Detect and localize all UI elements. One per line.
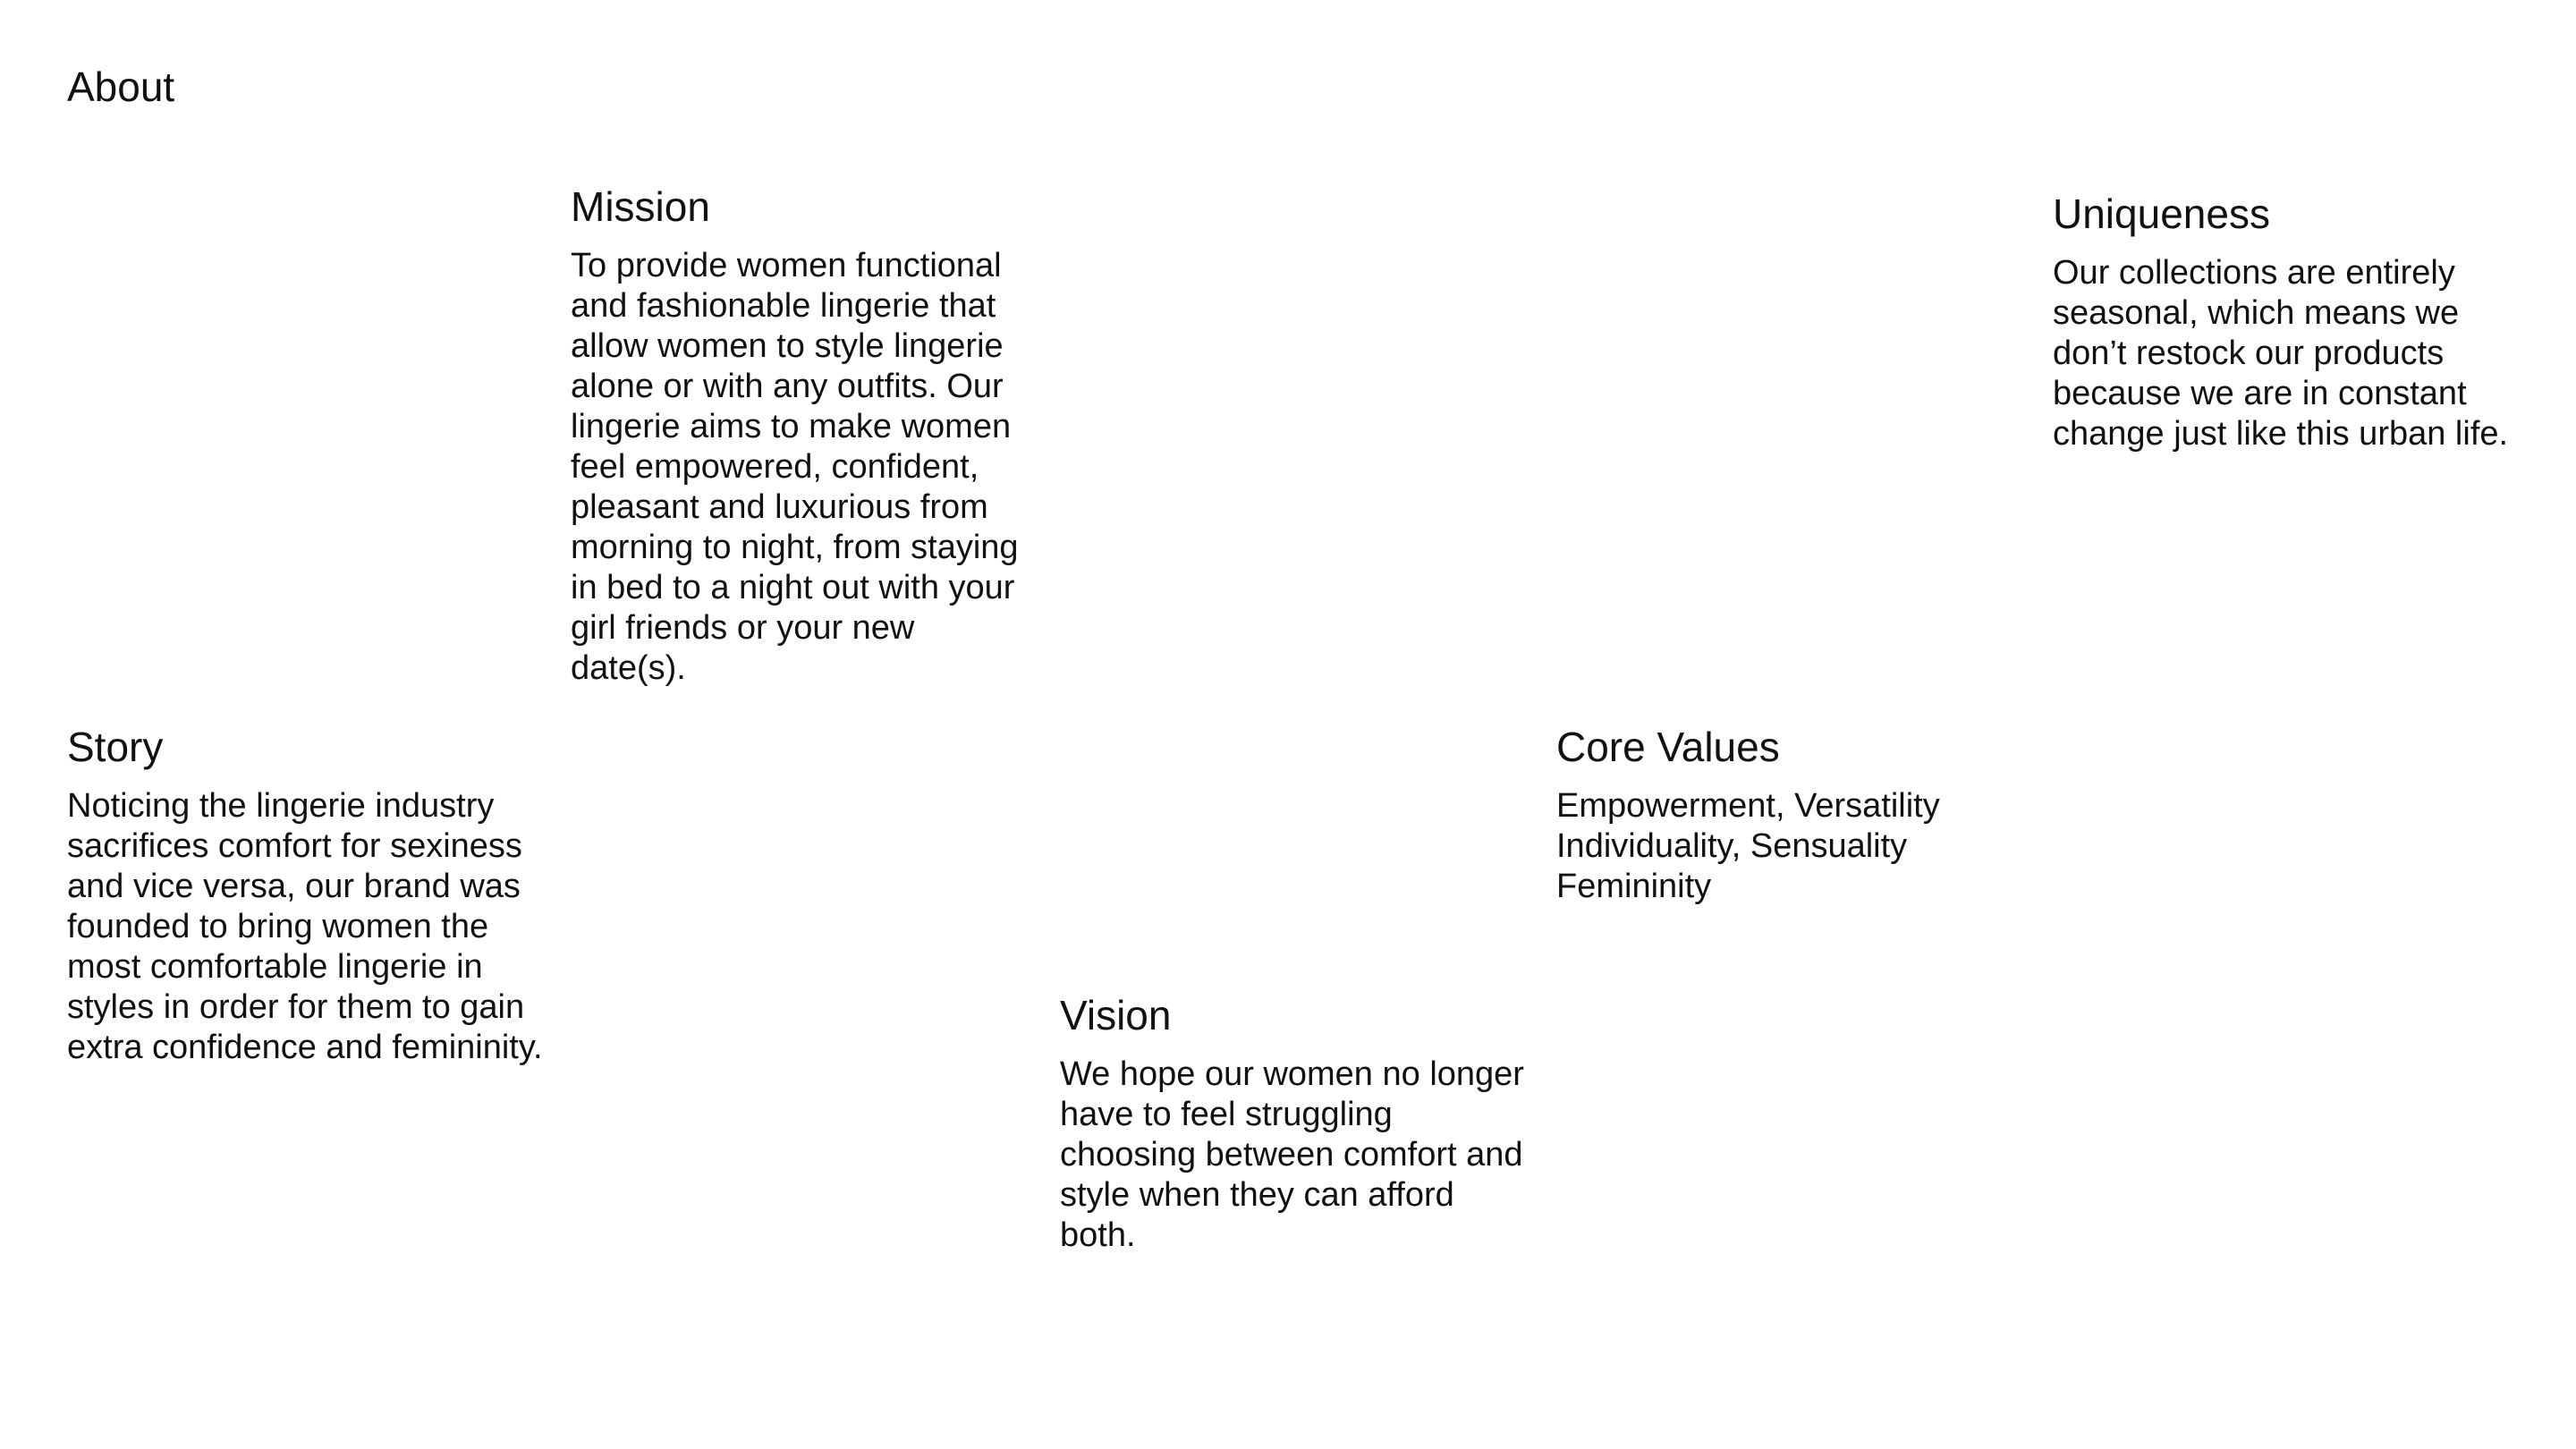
vision-section bbox=[1060, 991, 1525, 1256]
core-values-section bbox=[1556, 723, 1977, 907]
uniqueness-text: Our collections are entirely seasonal, which means we don’t restock our products because we are in constant change just like this urban life. bbox=[2053, 254, 2509, 453]
story-heading: Story bbox=[67, 724, 164, 770]
page-title: About bbox=[67, 64, 175, 110]
vision-text: We hope our women no longer have to feel struggling choosing between comfort and style when they can afford both. bbox=[1060, 1055, 1524, 1255]
vision-heading: Vision bbox=[1060, 992, 1172, 1038]
uniqueness-section bbox=[2053, 190, 2540, 454]
core-values-line: Empowerment, Versatility bbox=[1556, 787, 1940, 826]
story-section bbox=[67, 723, 550, 1068]
mission-heading: Mission bbox=[571, 183, 710, 230]
core-values-line: Individuality, Sensuality bbox=[1556, 827, 1908, 866]
core-values-heading: Core Values bbox=[1556, 724, 1780, 770]
uniqueness-heading: Uniqueness bbox=[2053, 191, 2270, 237]
core-values-text bbox=[1556, 786, 1977, 907]
story-text: Noticing the lingerie industry sacrifices comfort for sexiness and vice versa, our brand was founded to bring women the most comfortable lingerie in styles in order for them to gain extra confidence and femininity. bbox=[67, 787, 543, 1067]
core-values-line: Femininity bbox=[1556, 868, 1712, 906]
mission-section bbox=[571, 182, 1036, 689]
mission-text: To provide women functional and fashionable lingerie that allow women to style lingerie alone or with any outfits. Our lingerie aims to make women feel empowered, confident, pleasant and luxurious from morning to night, from staying in bed to a night out with your girl friends or your new date(s). bbox=[571, 247, 1019, 688]
